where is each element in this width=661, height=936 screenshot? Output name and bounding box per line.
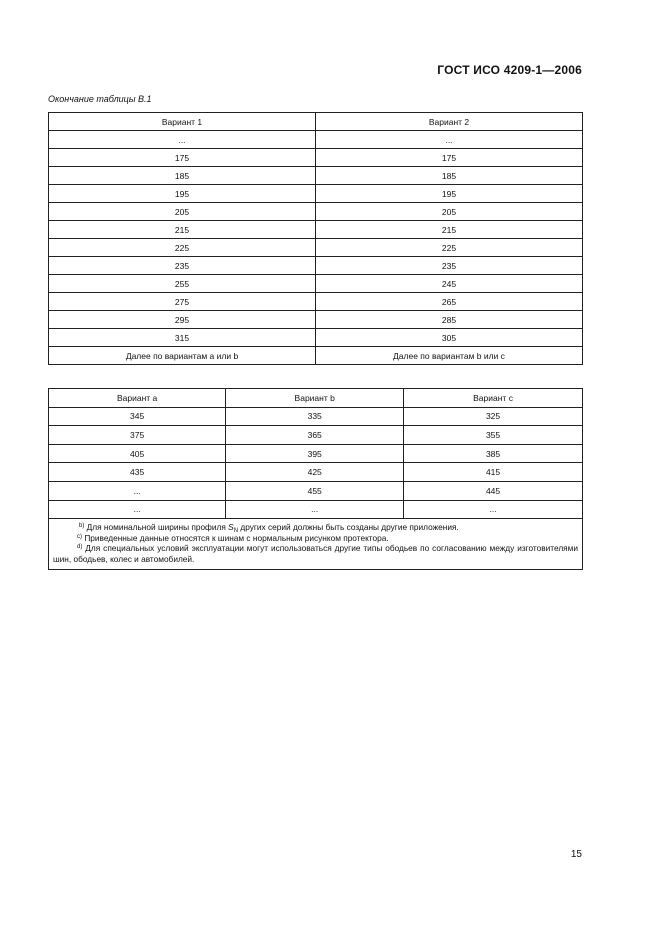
table-row bbox=[49, 167, 583, 185]
table-notes bbox=[49, 519, 583, 569]
column-header: Вариант с bbox=[404, 389, 583, 408]
document-header: ГОСТ ИСО 4209-1—2006 bbox=[437, 63, 582, 77]
table-cell: 455 bbox=[226, 481, 404, 500]
table-cell: ... bbox=[49, 131, 316, 149]
table-notes-row bbox=[49, 519, 583, 569]
table-cell: 295 bbox=[49, 311, 316, 329]
table-cell: 185 bbox=[49, 167, 316, 185]
table-row bbox=[49, 293, 583, 311]
table-cell: 215 bbox=[49, 221, 316, 239]
table-row bbox=[49, 407, 583, 426]
footnote-d bbox=[53, 543, 578, 564]
table-cell: 355 bbox=[404, 426, 583, 445]
table-cell: 265 bbox=[316, 293, 583, 311]
table-row bbox=[49, 500, 583, 519]
table-cell: 225 bbox=[49, 239, 316, 257]
table-cell: 445 bbox=[404, 481, 583, 500]
table-row bbox=[49, 239, 583, 257]
table-cell: 285 bbox=[316, 311, 583, 329]
footnote-b bbox=[53, 522, 578, 533]
footnote-mark: c) bbox=[77, 533, 82, 540]
table-cell: 235 bbox=[49, 257, 316, 275]
table-row bbox=[49, 329, 583, 347]
table-cell: Далее по вариантам а или b bbox=[49, 347, 316, 365]
table-header-row bbox=[49, 389, 583, 408]
page-number: 15 bbox=[570, 849, 582, 860]
table-cell: 235 bbox=[316, 257, 583, 275]
table-row bbox=[49, 149, 583, 167]
table-caption: Окончание таблицы В.1 bbox=[48, 94, 152, 104]
table-cell: 325 bbox=[404, 407, 583, 426]
table-cell: ... bbox=[316, 131, 583, 149]
table-cell: 395 bbox=[226, 444, 404, 463]
table-cell: ... bbox=[404, 500, 583, 519]
footnote-text: Приведенные данные относятся к шинам с нормальным рисунком протектора. bbox=[84, 532, 389, 543]
column-header: Вариант 1 bbox=[49, 113, 316, 131]
table-cell: 195 bbox=[316, 185, 583, 203]
table-cell: 175 bbox=[316, 149, 583, 167]
table-row bbox=[49, 131, 583, 149]
table-cell: 305 bbox=[316, 329, 583, 347]
table-row bbox=[49, 463, 583, 482]
table-b1-continuation bbox=[48, 112, 583, 365]
table-cell: 255 bbox=[49, 275, 316, 293]
table-row bbox=[49, 203, 583, 221]
table-cell: 375 bbox=[49, 426, 226, 445]
table-row bbox=[49, 275, 583, 293]
table-cell: ... bbox=[49, 481, 226, 500]
footnote-text: Для специальных условий эксплуатации могут использоваться другие типы ободьев по согласованию между изготовителями шин, ободьев, колес и автомобилей. bbox=[53, 543, 578, 564]
table-row bbox=[49, 257, 583, 275]
table-cell: ... bbox=[226, 500, 404, 519]
column-header: Вариант b bbox=[226, 389, 404, 408]
table-cell: Далее по вариантам b или с bbox=[316, 347, 583, 365]
column-header: Вариант а bbox=[49, 389, 226, 408]
table-cell: 385 bbox=[404, 444, 583, 463]
table-row bbox=[49, 426, 583, 445]
symbol-s: S bbox=[228, 522, 234, 533]
table-cell: 205 bbox=[49, 203, 316, 221]
table-cell: 215 bbox=[316, 221, 583, 239]
table-row bbox=[49, 444, 583, 463]
table-cell: 425 bbox=[226, 463, 404, 482]
symbol-subscript: N bbox=[233, 528, 239, 535]
table-cell: 245 bbox=[316, 275, 583, 293]
table-cell: 365 bbox=[226, 426, 404, 445]
table-cell: 175 bbox=[49, 149, 316, 167]
table-cell: 315 bbox=[49, 329, 316, 347]
table-row bbox=[49, 221, 583, 239]
table-cell: 195 bbox=[49, 185, 316, 203]
table-row bbox=[49, 185, 583, 203]
footnote-mark: d) bbox=[77, 544, 83, 551]
table-cell: ... bbox=[49, 500, 226, 519]
footnote-mark: b) bbox=[79, 523, 85, 530]
table-row bbox=[49, 311, 583, 329]
variants-abc-table bbox=[48, 388, 583, 570]
table-cell: 435 bbox=[49, 463, 226, 482]
table-header-row bbox=[49, 113, 583, 131]
table-cell: 345 bbox=[49, 407, 226, 426]
footnote-text: других серий должны быть созданы другие приложения. bbox=[240, 522, 459, 533]
column-header: Вариант 2 bbox=[316, 113, 583, 131]
footnote-c bbox=[53, 533, 578, 544]
footnote-text: Для номинальной ширины профиля bbox=[86, 522, 226, 533]
table-cell: 405 bbox=[49, 444, 226, 463]
table-row bbox=[49, 347, 583, 365]
table-row bbox=[49, 481, 583, 500]
table-cell: 225 bbox=[316, 239, 583, 257]
table-cell: 275 bbox=[49, 293, 316, 311]
table-cell: 415 bbox=[404, 463, 583, 482]
table-cell: 205 bbox=[316, 203, 583, 221]
table-cell: 185 bbox=[316, 167, 583, 185]
table-cell: 335 bbox=[226, 407, 404, 426]
